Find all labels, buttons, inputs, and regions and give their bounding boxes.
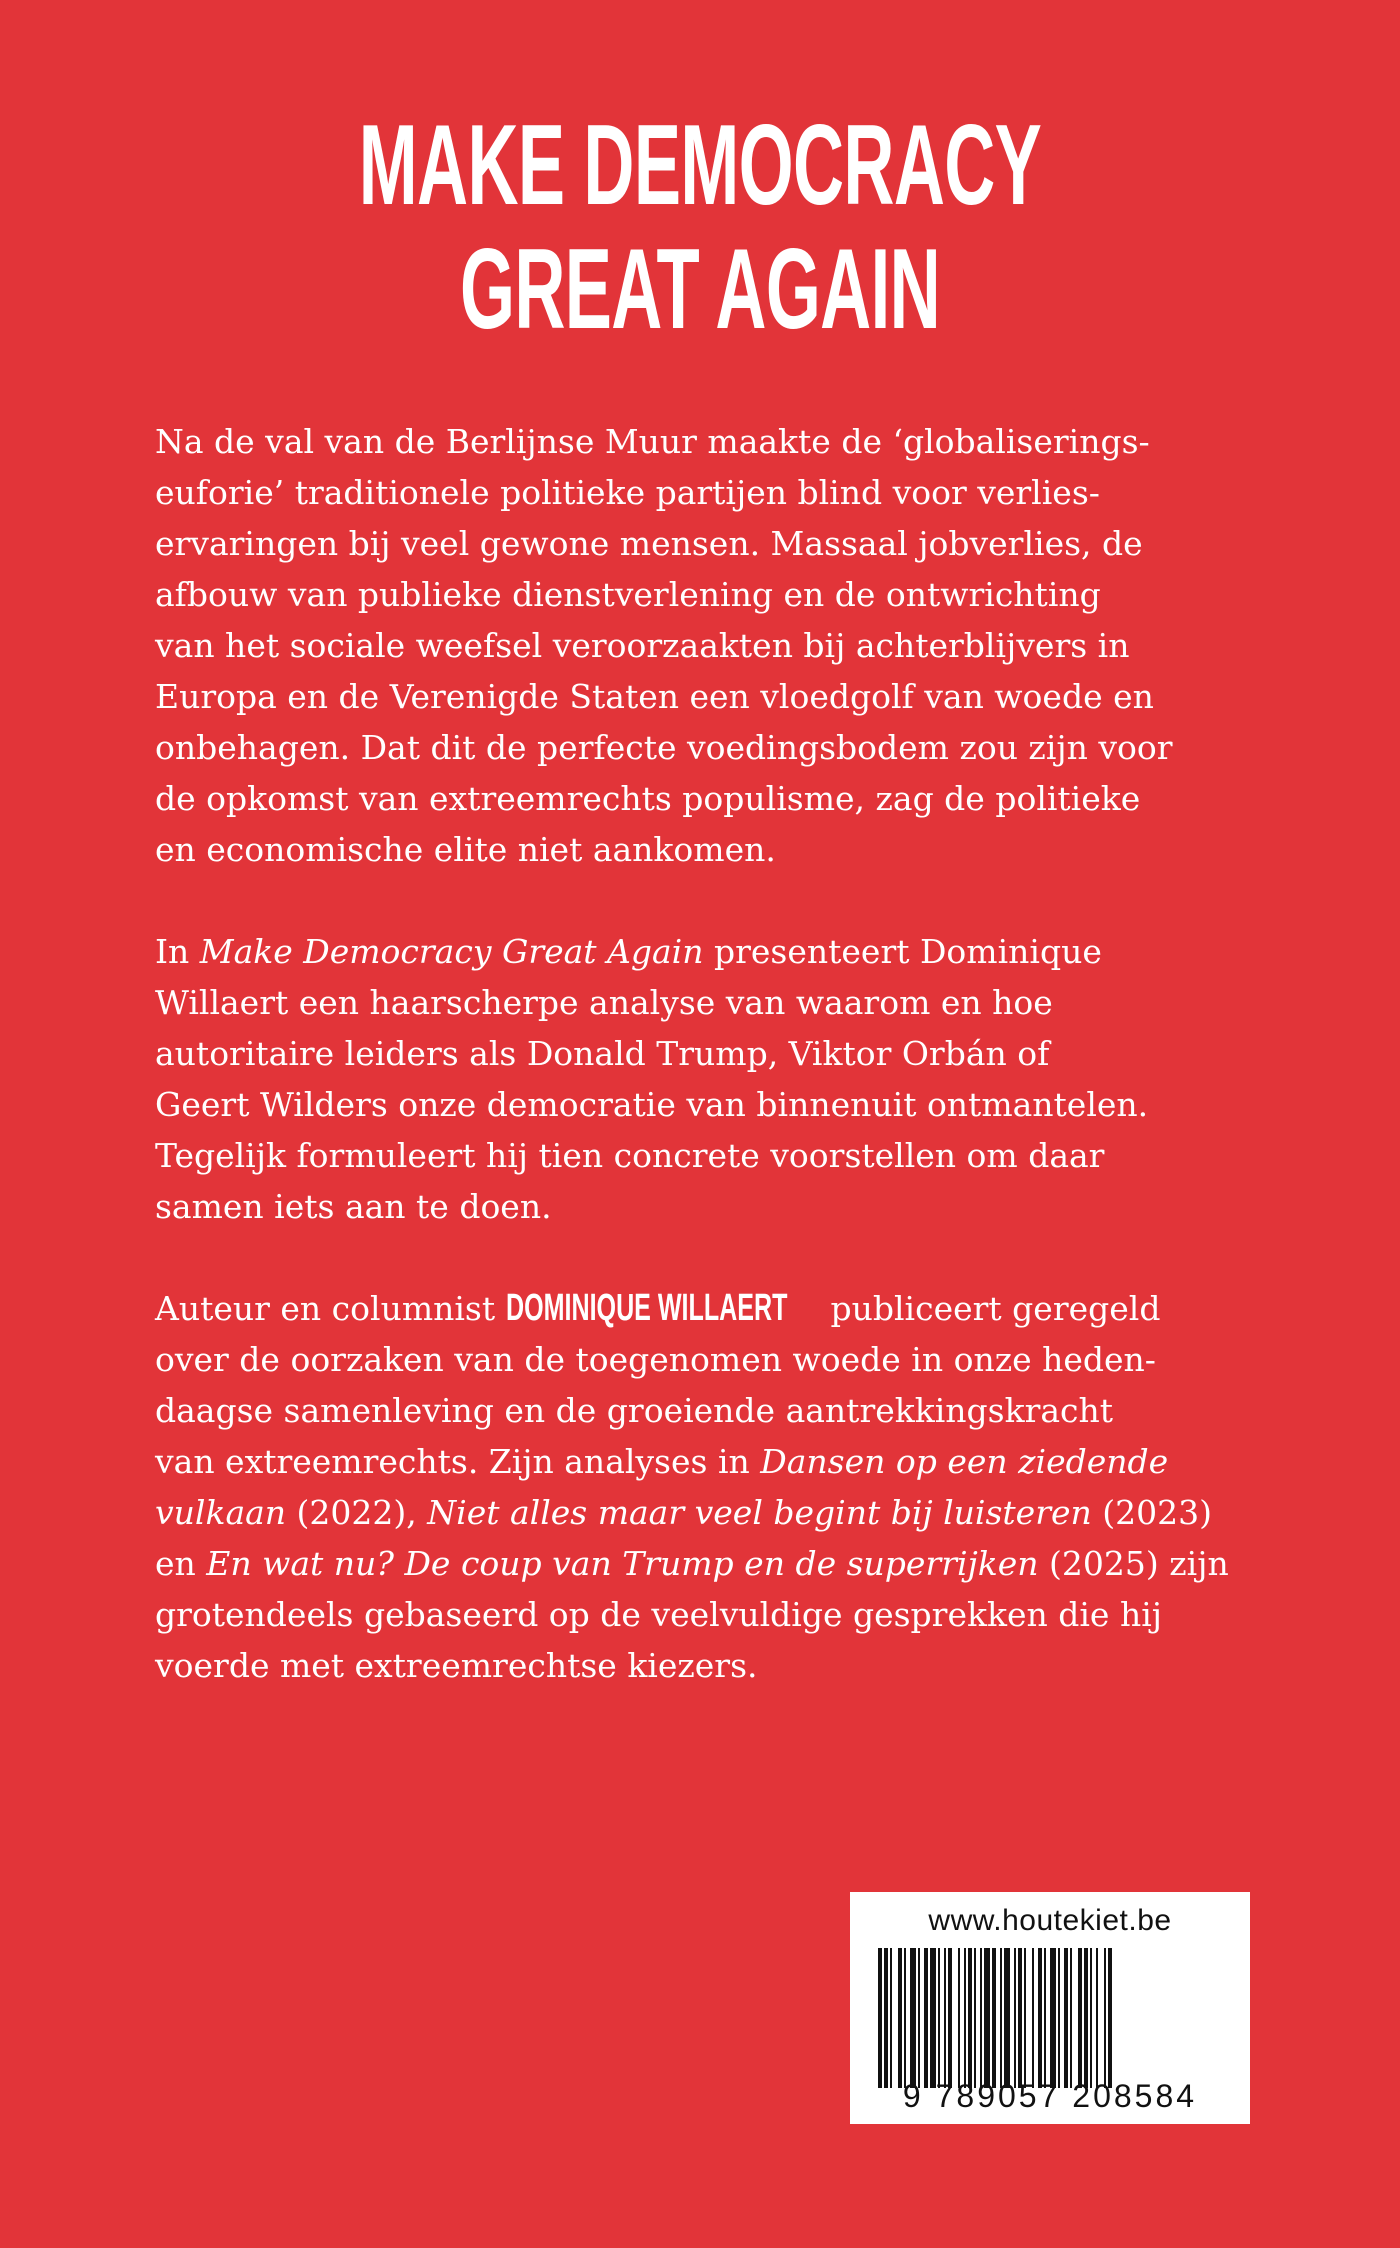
title-line-2: GREAT AGAIN (459, 226, 941, 353)
text-line: Europa en de Verenigde Staten een vloedgolf van woede en (155, 677, 1154, 716)
text-line: van het sociale weefsel veroorzaakten bij achterblijvers in (155, 626, 1130, 665)
text-line: Geert Wilders onze democratie van binnenuit ontmantelen. (155, 1085, 1149, 1124)
blurb-paragraph-2 (155, 926, 1255, 1232)
text-line: euforie’ traditionele politieke partijen blind voor verlies- (155, 473, 1100, 512)
barcode-panel (850, 1892, 1250, 2124)
text-line: voerde met extreemrechtse kiezers. (155, 1646, 758, 1685)
book-title-italic: En wat nu? De coup van Trump en de superrijken (206, 1544, 1039, 1583)
text-line: Tegelijk formuleert hij tien concrete voorstellen om daar (155, 1136, 1105, 1175)
book-title-italic: vulkaan (155, 1493, 287, 1532)
text-span: In (155, 932, 200, 971)
text-span: Auteur en columnist (155, 1289, 506, 1328)
text-span: en (155, 1544, 207, 1583)
text-span: presenteert Dominique (703, 932, 1102, 971)
barcode-icon (876, 1948, 1232, 2088)
text-line (155, 1436, 1255, 1487)
text-span: (2023) (1091, 1493, 1212, 1532)
author-name: DOMINIQUE WILLAERT (505, 1287, 788, 1329)
blurb (155, 416, 1255, 1691)
text-line: samen iets aan te doen. (155, 1187, 552, 1226)
isbn-number: 9 789057 208584 (902, 2078, 1198, 2114)
text-line: en economische elite niet aankomen. (155, 830, 776, 869)
text-line: grotendeels gebaseerd op de veelvuldige gesprekken die hij (155, 1595, 1162, 1634)
book-title-italic: Niet alles maar veel begint bij luisteren (427, 1493, 1092, 1532)
blurb-paragraph-1 (155, 416, 1255, 875)
text-line: de opkomst van extreemrechts populisme, zag de politieke (155, 779, 1141, 818)
text-line: Na de val van de Berlijnse Muur maakte de ‘globaliserings- (155, 422, 1150, 461)
text-line (155, 1283, 1255, 1334)
text-line (155, 926, 1255, 977)
text-span: (2022), (286, 1493, 428, 1532)
text-span: van extreemrechts. Zijn analyses in (155, 1442, 761, 1481)
text-line: daagse samenleving en de groeiende aantrekkingskracht (155, 1391, 1114, 1430)
text-line: over de oorzaken van de toegenomen woede in onze heden- (155, 1340, 1156, 1379)
text-span: (2025) zijn (1038, 1544, 1229, 1583)
text-span: publiceert geregeld (820, 1289, 1161, 1328)
text-line: afbouw van publieke dienstverlening en de ontwrichting (155, 575, 1101, 614)
book-title (266, 104, 1134, 352)
text-line: autoritaire leiders als Donald Trump, Viktor Orbán of (155, 1034, 1050, 1073)
text-line: Willaert een haarscherpe analyse van waarom en hoe (155, 983, 1053, 1022)
publisher-url: www.houtekiet.be (928, 1904, 1172, 1937)
text-line (155, 1538, 1255, 1589)
text-line: onbehagen. Dat dit de perfecte voedingsbodem zou zijn voor (155, 728, 1173, 767)
text-line (155, 1487, 1255, 1538)
title-line-1: MAKE DEMOCRACY (358, 102, 1042, 229)
text-line: ervaringen bij veel gewone mensen. Massaal jobverlies, de (155, 524, 1143, 563)
book-title-italic: Dansen op een ziedende (760, 1442, 1169, 1481)
book-title-italic: Make Democracy Great Again (199, 932, 704, 971)
author-bio (155, 1283, 1255, 1691)
